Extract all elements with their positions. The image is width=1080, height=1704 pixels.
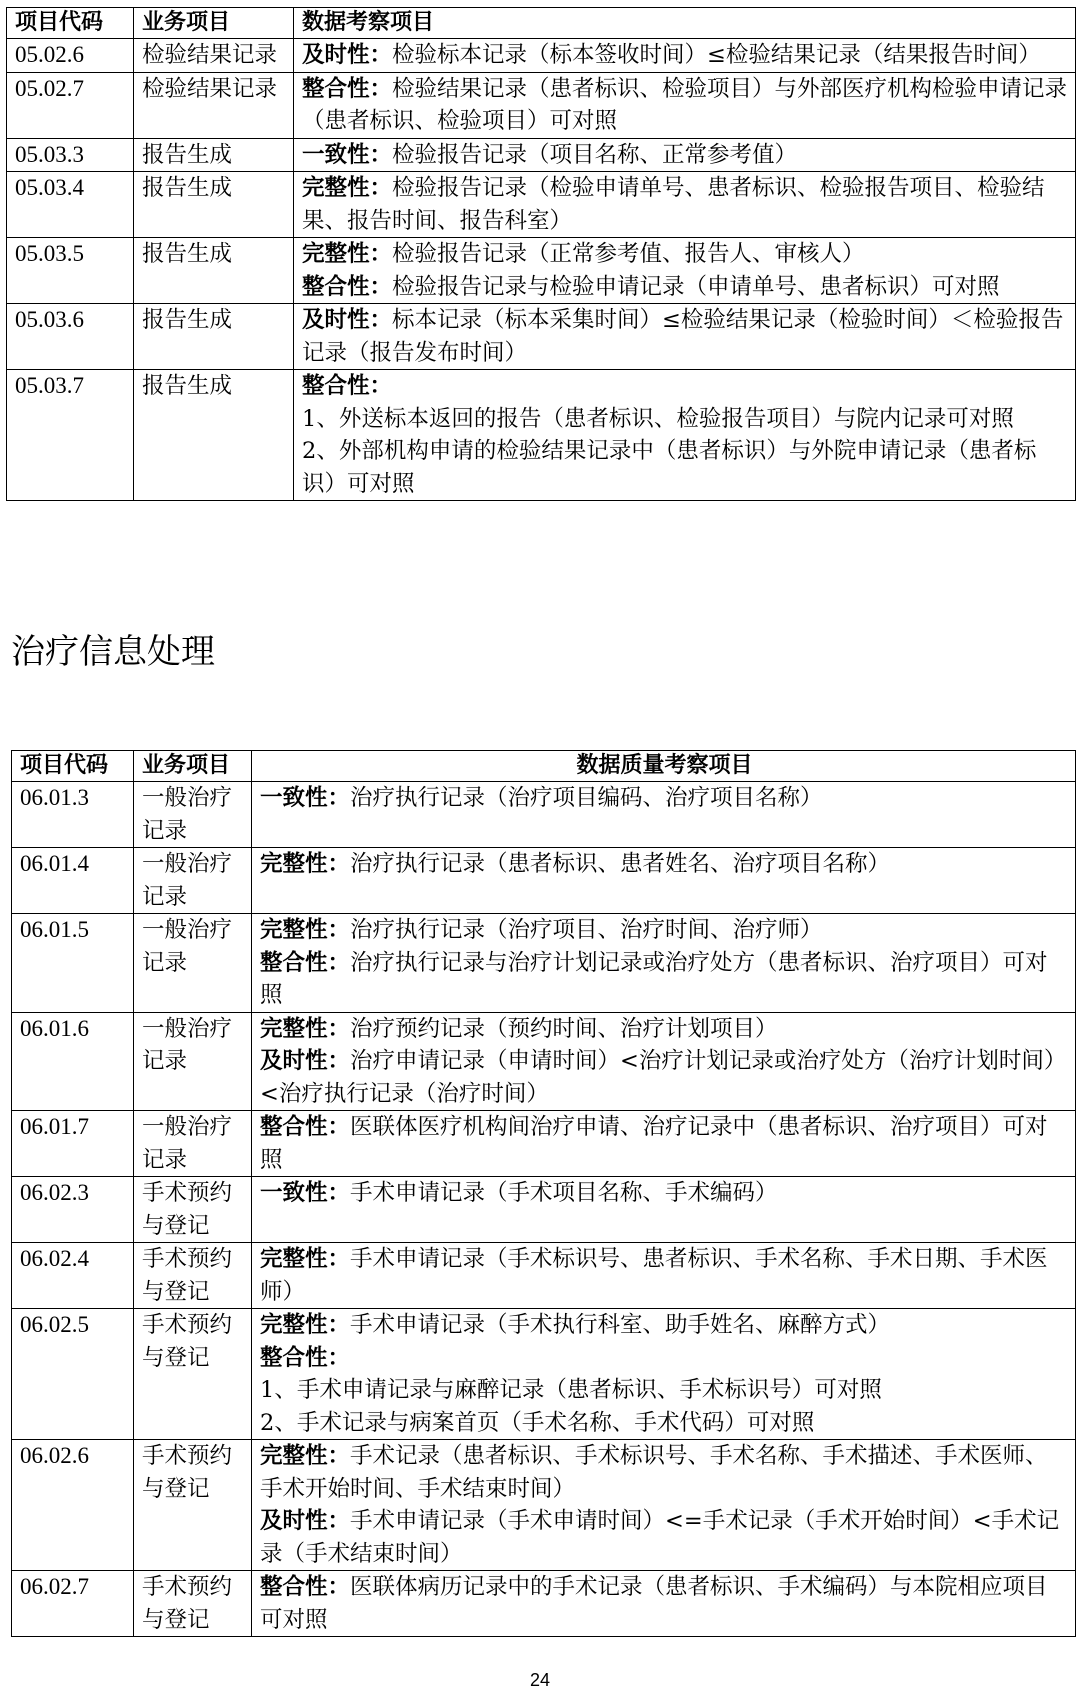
criteria-text: 手术申请记录（手术标识号、患者标识、手术名称、手术日期、手术医师） (260, 1246, 1048, 1305)
cell-quality-criteria (252, 1571, 1076, 1637)
cell-code: 05.03.4 (7, 172, 134, 238)
header-code: 项目代码 (12, 751, 134, 782)
header-data-quality-check: 数据质量考察项目 (252, 751, 1076, 782)
criteria-line (302, 271, 1069, 304)
cell-code: 05.03.5 (7, 238, 134, 304)
criteria-line (260, 947, 1069, 1012)
cell-business-item: 检验结果记录 (134, 39, 294, 73)
criteria-line (302, 73, 1069, 138)
criteria-text: 治疗执行记录（治疗项目、治疗时间、治疗师） (350, 917, 823, 943)
criteria-line (302, 172, 1069, 237)
cell-code: 05.03.7 (7, 370, 134, 501)
criteria-label: 完整性： (260, 851, 351, 877)
header-data-check: 数据考察项目 (294, 8, 1076, 39)
criteria-text: 治疗申请记录（申请时间）<治疗计划记录或治疗处方（治疗计划时间）<治疗执行记录（治疗时间） (260, 1048, 1067, 1107)
table-row (7, 172, 1076, 238)
criteria-text: 治疗执行记录（治疗项目编码、治疗项目名称） (350, 785, 823, 811)
cell-business-item: 一般治疗记录 (134, 848, 252, 914)
page-number: 24 (529, 1670, 551, 1690)
criteria-line (260, 1374, 1069, 1407)
cell-code: 05.02.6 (7, 39, 134, 73)
criteria-text: 1、外送标本返回的报告（患者标识、检验报告项目）与院内记录可对照 (302, 405, 1014, 432)
criteria-line (260, 1177, 1069, 1210)
criteria-text: 检验报告记录与检验申请记录（申请单号、患者标识）可对照 (392, 273, 1000, 300)
criteria-label: 完整性： (260, 1443, 351, 1469)
cell-code: 06.02.6 (12, 1440, 134, 1571)
criteria-label: 一致性： (260, 1180, 351, 1206)
cell-code: 05.03.6 (7, 304, 134, 370)
cell-code: 06.02.3 (12, 1177, 134, 1243)
cell-quality-criteria (294, 370, 1076, 501)
cell-business-item: 报告生成 (134, 370, 294, 501)
header-business-item: 业务项目 (134, 8, 294, 39)
criteria-label: 完整性： (302, 241, 393, 267)
cell-quality-criteria (294, 238, 1076, 304)
table-row (7, 138, 1076, 172)
cell-business-item: 手术预约与登记 (134, 1177, 252, 1243)
criteria-text: 1、手术申请记录与麻醉记录（患者标识、手术标识号）可对照 (260, 1377, 882, 1403)
criteria-text: 手术申请记录（手术执行科室、助手姓名、麻醉方式） (350, 1312, 891, 1338)
criteria-label: 一致性： (260, 785, 351, 811)
cell-code: 06.01.6 (12, 1012, 134, 1111)
table-header-row (12, 751, 1076, 782)
criteria-label: 完整性： (260, 917, 351, 943)
inspection-quality-table (6, 7, 1076, 501)
cell-code: 06.01.5 (12, 914, 134, 1013)
criteria-line (260, 1342, 1069, 1375)
table-row (12, 1111, 1076, 1177)
cell-quality-criteria (294, 39, 1076, 73)
table-row (7, 370, 1076, 501)
cell-code: 05.02.7 (7, 72, 134, 138)
criteria-text: 检验标本记录（标本签收时间）≤检验结果记录（结果报告时间） (392, 42, 1041, 68)
criteria-label: 及时性： (260, 1048, 351, 1074)
cell-business-item: 报告生成 (134, 238, 294, 304)
criteria-line (260, 782, 1069, 815)
cell-business-item: 报告生成 (134, 304, 294, 370)
criteria-label: 及时性： (260, 1508, 351, 1534)
table-row (7, 238, 1076, 304)
cell-code: 06.01.3 (12, 782, 134, 848)
criteria-line (302, 435, 1069, 500)
criteria-line (302, 304, 1069, 369)
table-header-row (7, 8, 1076, 39)
criteria-label: 完整性： (260, 1312, 351, 1338)
criteria-label: 整合性： (260, 1114, 351, 1140)
criteria-text: 检验结果记录（患者标识、检验项目）与外部医疗机构检验申请记录（患者标识、检验项目）可对照 (302, 75, 1068, 134)
criteria-text: 治疗预约记录（预约时间、治疗计划项目） (350, 1015, 778, 1042)
criteria-text: 2、手术记录与病案首页（手术名称、手术代码）可对照 (260, 1409, 815, 1436)
criteria-line (302, 403, 1069, 436)
criteria-line (260, 848, 1069, 881)
criteria-text: 手术申请记录（手术申请时间）<=手术记录（手术开始时间）<手术记录（手术结束时间） (260, 1508, 1060, 1567)
treatment-quality-table (11, 750, 1076, 1637)
criteria-label: 整合性： (260, 1344, 351, 1371)
criteria-label: 及时性： (302, 42, 393, 68)
criteria-line (260, 1243, 1069, 1308)
table-row (12, 1012, 1076, 1111)
criteria-text: 医联体医疗机构间治疗申请、治疗记录中（患者标识、治疗项目）可对照 (260, 1114, 1048, 1173)
criteria-text: 医联体病历记录中的手术记录（患者标识、手术编码）与本院相应项目可对照 (260, 1574, 1048, 1633)
criteria-label: 及时性： (302, 307, 393, 333)
criteria-line (302, 39, 1069, 72)
criteria-label: 一致性： (302, 141, 393, 168)
table-body (7, 39, 1076, 501)
criteria-line (260, 1013, 1069, 1046)
criteria-text: 手术记录（患者标识、手术标识号、手术名称、手术描述、手术医师、手术开始时间、手术结束时间） (260, 1443, 1048, 1502)
criteria-line (302, 238, 1069, 271)
criteria-line (302, 139, 1069, 172)
cell-business-item: 一般治疗记录 (134, 1012, 252, 1111)
criteria-line (302, 370, 1069, 403)
criteria-label: 整合性： (260, 1574, 351, 1600)
criteria-text: 治疗执行记录与治疗计划记录或治疗处方（患者标识、治疗项目）可对照 (260, 949, 1048, 1008)
cell-code: 06.02.7 (12, 1571, 134, 1637)
cell-quality-criteria (252, 782, 1076, 848)
cell-quality-criteria (252, 848, 1076, 914)
cell-quality-criteria (294, 138, 1076, 172)
table-row (12, 1177, 1076, 1243)
criteria-line (260, 914, 1069, 947)
criteria-line (260, 1111, 1069, 1176)
cell-business-item: 一般治疗记录 (134, 914, 252, 1013)
cell-quality-criteria (252, 914, 1076, 1013)
criteria-label: 完整性： (302, 175, 393, 201)
criteria-label: 完整性： (260, 1246, 351, 1272)
table-row (12, 1243, 1076, 1309)
criteria-line (260, 1045, 1069, 1110)
criteria-label: 整合性： (302, 273, 393, 300)
criteria-text: 检验报告记录（检验申请单号、患者标识、检验报告项目、检验结果、报告时间、报告科室） (302, 175, 1045, 234)
table-body (12, 782, 1076, 1637)
criteria-line (260, 1571, 1069, 1636)
cell-quality-criteria (252, 1440, 1076, 1571)
table-row (12, 782, 1076, 848)
section-title: 治疗信息处理 (11, 632, 215, 672)
table-row (12, 1571, 1076, 1637)
cell-quality-criteria (252, 1309, 1076, 1440)
cell-business-item: 手术预约与登记 (134, 1243, 252, 1309)
cell-business-item: 检验结果记录 (134, 72, 294, 138)
cell-code: 06.01.7 (12, 1111, 134, 1177)
cell-quality-criteria (252, 1012, 1076, 1111)
criteria-line (260, 1309, 1069, 1342)
criteria-line (260, 1505, 1069, 1570)
cell-code: 06.02.5 (12, 1309, 134, 1440)
cell-quality-criteria (252, 1111, 1076, 1177)
table-row (7, 39, 1076, 73)
cell-quality-criteria (294, 72, 1076, 138)
table-row (12, 1440, 1076, 1571)
table-row (12, 914, 1076, 1013)
criteria-line (260, 1440, 1069, 1505)
criteria-text: 2、外部机构申请的检验结果记录中（患者标识）与外院申请记录（患者标识）可对照 (302, 438, 1037, 497)
cell-business-item: 一般治疗记录 (134, 782, 252, 848)
criteria-text: 标本记录（标本采集时间）≤检验结果记录（检验时间）＜检验报告记录（报告发布时间） (302, 307, 1064, 366)
criteria-text: 手术申请记录（手术项目名称、手术编码） (350, 1180, 778, 1206)
criteria-text: 检验报告记录（正常参考值、报告人、审核人） (392, 241, 865, 267)
cell-business-item: 手术预约与登记 (134, 1309, 252, 1440)
criteria-text: 治疗执行记录（患者标识、患者姓名、治疗项目名称） (350, 851, 891, 877)
cell-quality-criteria (294, 304, 1076, 370)
table-row (7, 304, 1076, 370)
cell-quality-criteria (252, 1177, 1076, 1243)
cell-code: 05.03.3 (7, 138, 134, 172)
header-code: 项目代码 (7, 8, 134, 39)
criteria-line (260, 1407, 1069, 1440)
cell-business-item: 报告生成 (134, 138, 294, 172)
criteria-label: 完整性： (260, 1015, 351, 1042)
cell-quality-criteria (294, 172, 1076, 238)
cell-code: 06.02.4 (12, 1243, 134, 1309)
criteria-label: 整合性： (302, 75, 393, 102)
cell-code: 06.01.4 (12, 848, 134, 914)
criteria-label: 整合性： (260, 949, 351, 976)
cell-business-item: 手术预约与登记 (134, 1440, 252, 1571)
table-row (12, 1309, 1076, 1440)
cell-business-item: 手术预约与登记 (134, 1571, 252, 1637)
header-business-item: 业务项目 (134, 751, 252, 782)
criteria-text: 检验报告记录（项目名称、正常参考值） (392, 141, 798, 168)
criteria-label: 整合性： (302, 373, 393, 399)
cell-business-item: 一般治疗记录 (134, 1111, 252, 1177)
cell-quality-criteria (252, 1243, 1076, 1309)
cell-business-item: 报告生成 (134, 172, 294, 238)
table-row (7, 72, 1076, 138)
table-row (12, 848, 1076, 914)
